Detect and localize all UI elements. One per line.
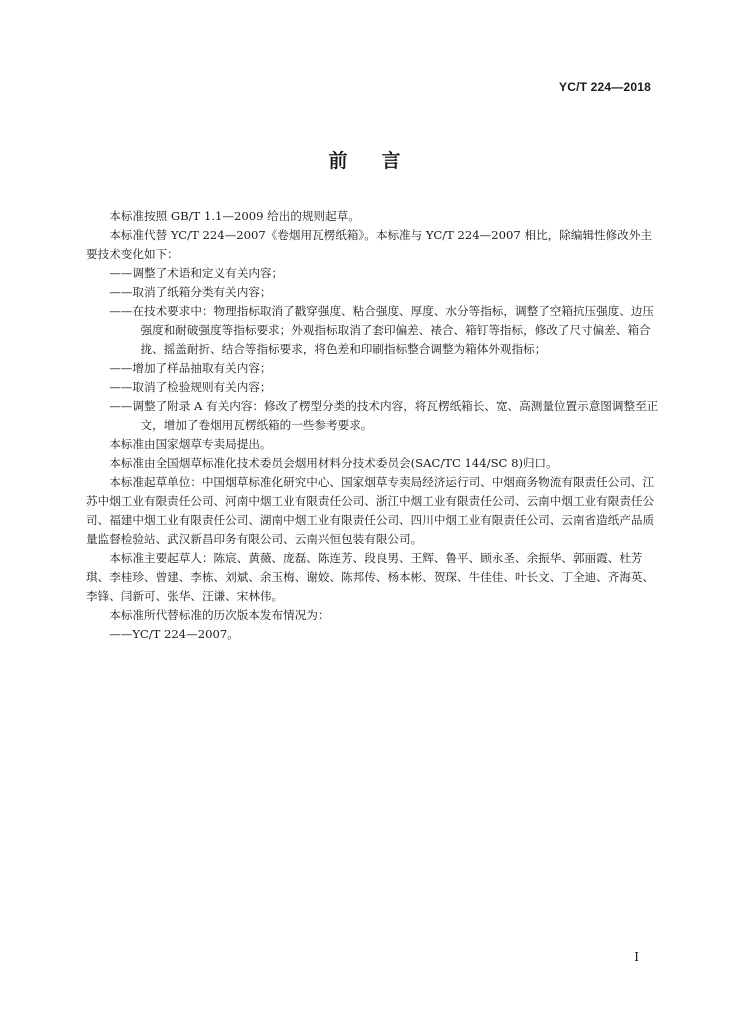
paragraph-proposed-by: 本标准由国家烟草专卖局提出。 bbox=[109, 437, 272, 451]
previous-edition-item: ——YC/T 224—2007。 bbox=[109, 627, 239, 641]
standard-code: YC/T 224—2018 bbox=[559, 80, 651, 94]
paragraph-drafting-units: 本标准起草单位：中国烟草标准化研究中心、国家烟草专卖局经济运行司、中烟商务物流有限责任公司、江苏中烟工业有限责任公司、河南中烟工业有限责任公司、浙江中烟工业有限责任公司、云南中烟工业有限责任公司、福建中烟工业有限责任公司、湖南中烟工业有限责任公司、四川中烟工业有限责任公司、云南省造纸产品质量监督检验站、武汉新昌印务有限公司、云南兴恒包装有限公司。 bbox=[86, 475, 655, 546]
paragraph-drafters: 本标准主要起草人：陈宸、黄薇、庞磊、陈连芳、段良男、王辉、鲁平、顾永圣、余振华、郭丽霞、杜芳琪、李桂珍、曾建、李栋、刘斌、余玉梅、谢姣、陈邦传、杨本彬、贺琛、牛佳佳、叶长文、丁全迪、齐海英、李锋、闫新可、张华、汪谦、宋林伟。 bbox=[86, 551, 655, 603]
page-title bbox=[0, 146, 729, 173]
change-item-sampling: ——增加了样品抽取有关内容； bbox=[109, 361, 272, 375]
page-number: I bbox=[634, 950, 639, 964]
change-item-technical-requirements: ——在技术要求中：物理指标取消了戳穿强度、粘合强度、厚度、水分等指标，调整了空箱抗压强度、边压强度和耐破强度等指标要求；外观指标取消了套印偏差、裱合、箱钉等指标，修改了尺寸偏差、箱合拢、摇盖耐折、结合等指标要求，将色差和印刷指标整合调整为箱体外观指标； bbox=[109, 304, 655, 356]
paragraph-replacement: 本标准代替 YC/T 224—2007《卷烟用瓦楞纸箱》。本标准与 YC/T 224—2007 相比，除编辑性修改外主要技术变化如下： bbox=[86, 228, 653, 261]
change-item-inspection-rules: ——取消了检验规则有关内容； bbox=[109, 380, 272, 394]
body-text bbox=[86, 207, 660, 644]
title-char-2: 言 bbox=[381, 150, 401, 172]
title-char-1: 前 bbox=[328, 150, 348, 172]
paragraph-previous-editions: 本标准所代替标准的历次版本发布情况为： bbox=[109, 608, 330, 622]
paragraph-centralized-by: 本标准由全国烟草标准化技术委员会烟用材料分技术委员会(SAC/TC 144/SC 8)归口。 bbox=[109, 456, 558, 470]
change-item-terms: ——调整了术语和定义有关内容； bbox=[109, 266, 284, 280]
change-item-appendix-a: ——调整了附录 A 有关内容：修改了楞型分类的技术内容，将瓦楞纸箱长、宽、高测量位置示意图调整至正文，增加了卷烟用瓦楞纸箱的一些参考要求。 bbox=[109, 399, 659, 432]
paragraph-drafting-rules: 本标准按照 GB/T 1.1—2009 给出的规则起草。 bbox=[109, 209, 360, 223]
change-item-classification: ——取消了纸箱分类有关内容； bbox=[109, 285, 272, 299]
